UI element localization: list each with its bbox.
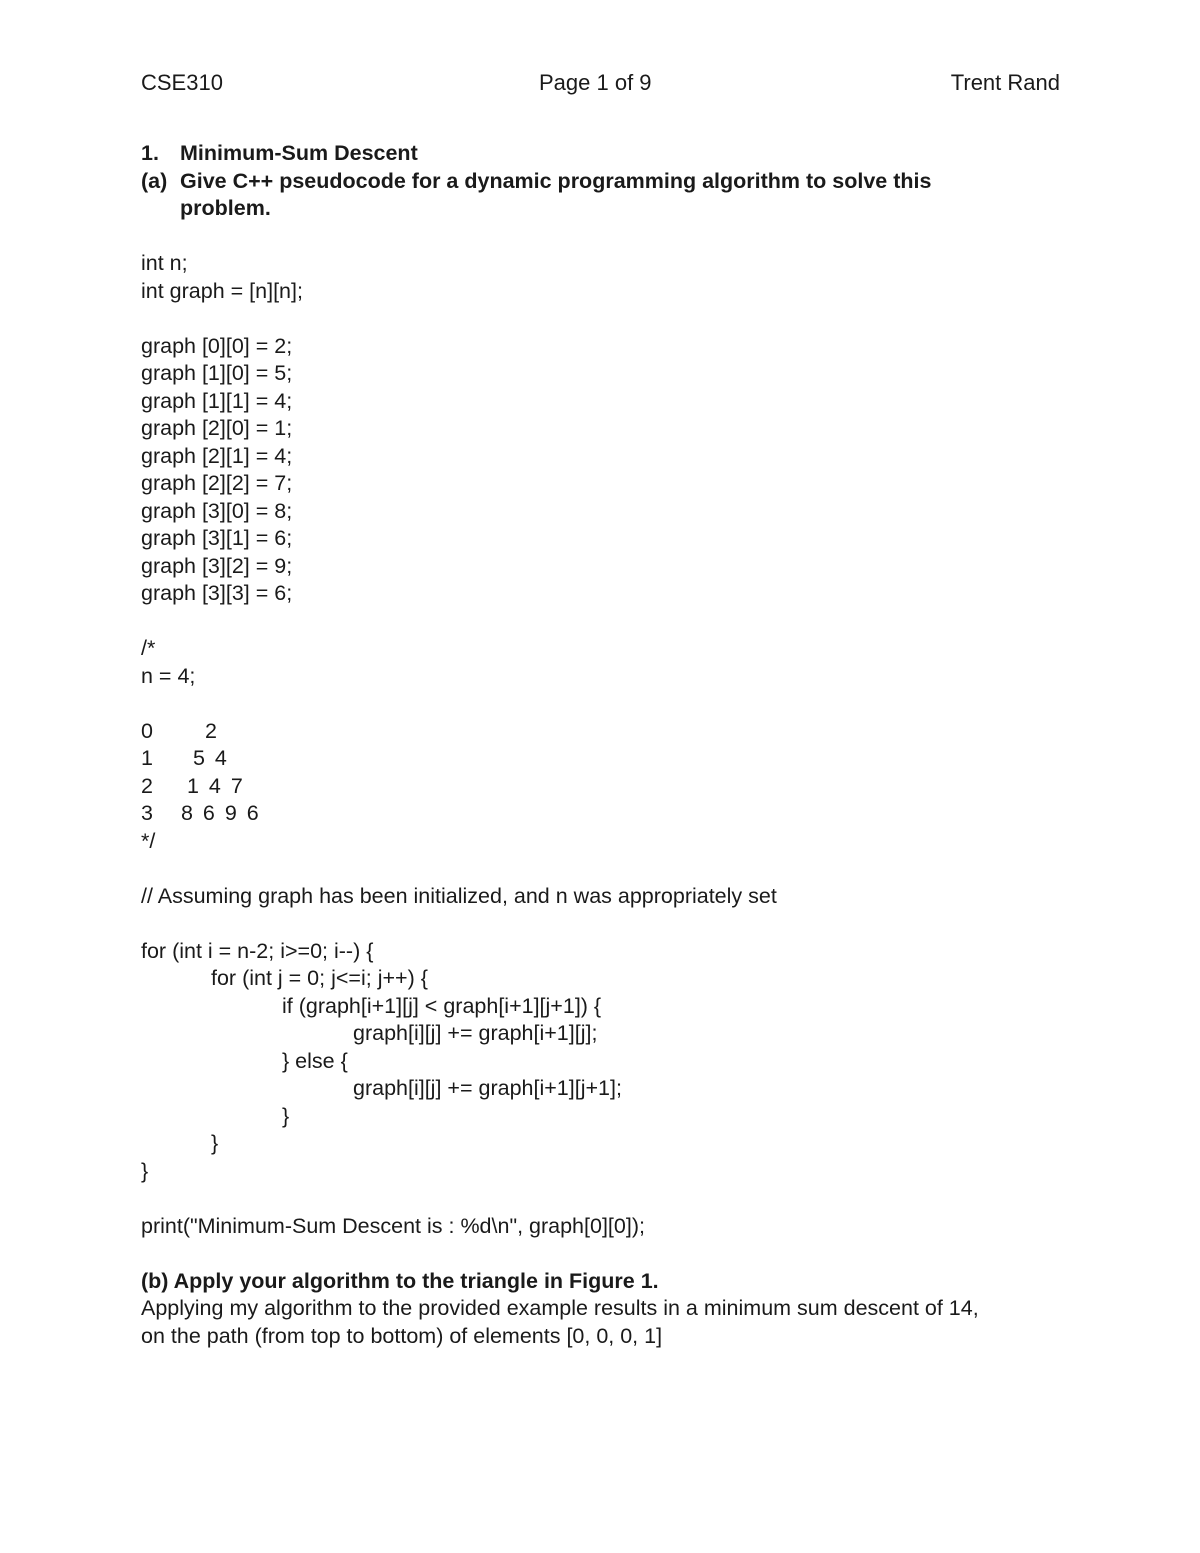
triangle-row-index: 0	[141, 718, 153, 743]
code-init-line: graph [2][0] = 1;	[141, 416, 293, 440]
code-init-line: graph [2][1] = 4;	[141, 443, 293, 468]
document-body	[141, 140, 1071, 1350]
code-then: graph[i][j] += graph[i+1][j];	[353, 1021, 598, 1045]
code-init-line: graph [1][0] = 5;	[141, 361, 293, 385]
code-close-if: }	[282, 1103, 290, 1128]
triangle-row-values: 1 4 7	[187, 773, 245, 798]
code-close-outer: }	[141, 1158, 149, 1183]
part-b-label: (b)	[141, 1268, 169, 1293]
part-a-heading	[141, 168, 1071, 196]
part-b-answer-line2: on the path (from top to bottom) of elements [0, 0, 0, 1]	[141, 1323, 663, 1348]
triangle-row-values: 8 6 9 6	[181, 801, 261, 825]
code-else-body: graph[i][j] += graph[i+1][j+1];	[353, 1076, 622, 1100]
comment-n-assign: n = 4;	[141, 663, 196, 688]
header-page-number: Page 1 of 9	[539, 70, 652, 95]
code-outer-for: for (int i = n-2; i>=0; i--) {	[141, 938, 374, 963]
header-course: CSE310	[141, 70, 223, 95]
code-init-line: graph [3][0] = 8;	[141, 498, 293, 523]
question-title: Minimum-Sum Descent	[180, 141, 418, 165]
code-init-line: graph [1][1] = 4;	[141, 388, 293, 413]
part-b-title: Apply your algorithm to the triangle in Figure 1.	[173, 1268, 659, 1293]
part-b-heading	[141, 1268, 1071, 1296]
code-if: if (graph[i+1][j] < graph[i+1][j+1]) {	[282, 993, 602, 1018]
header-author: Trent Rand	[950, 70, 1060, 95]
triangle-row	[141, 745, 1071, 773]
part-a-text-line2: problem.	[180, 196, 271, 220]
code-declaration: int graph = [n][n];	[141, 278, 303, 303]
code-init-line: graph [3][1] = 6;	[141, 526, 293, 550]
code-inner-for: for (int j = 0; j<=i; j++) {	[211, 966, 428, 990]
code-init-line: graph [2][2] = 7;	[141, 471, 293, 495]
code-close-inner: }	[211, 1131, 219, 1155]
triangle-row-values: 5 4	[193, 746, 229, 770]
triangle-row-index: 3	[141, 801, 153, 825]
question-1-title	[141, 140, 1071, 168]
triangle-row-values: 2	[205, 718, 219, 743]
triangle-row	[141, 800, 1071, 828]
page-header	[141, 70, 1060, 100]
part-a-heading-cont	[141, 195, 1071, 223]
code-comment-line: // Assuming graph has been initialized, and n was appropriately set	[141, 883, 777, 908]
part-a-label: (a)	[141, 168, 168, 193]
triangle-row-index: 1	[141, 746, 153, 770]
triangle-row	[141, 773, 1071, 801]
code-init-line: graph [3][3] = 6;	[141, 581, 293, 605]
code-else: } else {	[282, 1048, 348, 1073]
triangle-row	[141, 718, 1071, 746]
code-init-line: graph [3][2] = 9;	[141, 553, 293, 578]
part-a-text-line1: Give C++ pseudocode for a dynamic programming algorithm to solve this	[180, 168, 932, 193]
comment-close: */	[141, 828, 156, 853]
comment-open: /*	[141, 636, 156, 660]
code-init-line: graph [0][0] = 2;	[141, 333, 293, 358]
code-print-line: print("Minimum-Sum Descent is : %d\n", graph[0][0]);	[141, 1213, 645, 1238]
part-b-answer-line1: Applying my algorithm to the provided example results in a minimum sum descent of 14,	[141, 1296, 979, 1320]
question-number: 1.	[141, 141, 159, 165]
triangle-row-index: 2	[141, 773, 153, 798]
code-declaration: int n;	[141, 251, 188, 275]
